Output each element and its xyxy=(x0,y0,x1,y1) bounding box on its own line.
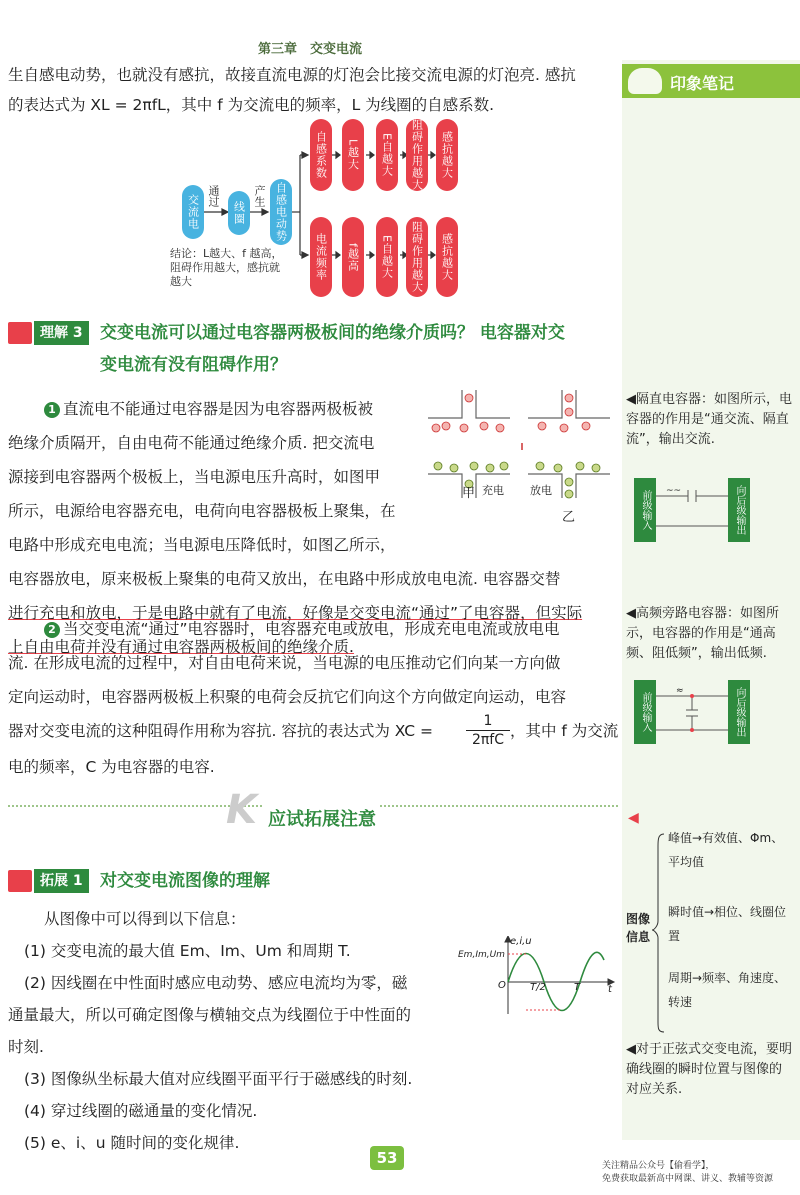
intro-line-2: 的表达式为 XL = 2πfL，其中 f 为交流电的频率，L 为线圈的自感系数. xyxy=(8,96,495,114)
ext-line-3: (2) 因线圈在中性面时感应电动势、感应电流均为零，磁 xyxy=(24,974,408,992)
p2-line-4: 器对交变电流的这种阻碍作用称为容抗. 容抗的表达式为 XC = xyxy=(8,722,434,740)
footer-promo xyxy=(602,1160,773,1186)
p1-number: 1 xyxy=(44,402,60,418)
intro-line-1: 生自感电动势，也就没有感抗，故接直流电源的灯泡会比接交流电源的灯泡亮. 感抗 xyxy=(8,66,576,84)
ext-line-7: (4) 穿过线圈的磁通量的变化情况. xyxy=(24,1102,258,1120)
flow-bottom-3: E自越大 xyxy=(376,217,398,297)
p2-line-1 xyxy=(44,612,620,646)
circuit-1-ac-label: ~~ xyxy=(666,486,682,496)
ext-line-5: 时刻. xyxy=(8,1038,44,1056)
flow-top-1: 自感系数 xyxy=(310,119,332,191)
sine-graph xyxy=(458,936,618,1016)
side-note-3: ◀对于正弦式交变电流，要明确线圈的瞬时位置与图像的对应关系. xyxy=(626,1042,792,1097)
section-title-line-1: 交变电流可以通过电容器两极板间的绝缘介质吗？ 电容器对交 xyxy=(100,323,565,343)
ext-line-8: (5) e、i、u 随时间的变化规律. xyxy=(24,1134,240,1152)
flow-top-3: E自越大 xyxy=(376,119,398,191)
ext-line-2: (1) 交变电流的最大值 Em、Im、Um 和周期 T. xyxy=(24,942,351,960)
graph-ylabel: e,i,u xyxy=(510,936,532,947)
circuit-2-left: 前级输入 xyxy=(634,680,656,744)
page-number: 53 xyxy=(370,1146,404,1170)
fraction-numerator: 1 xyxy=(466,712,510,731)
p1-line-2: 绝缘介质隔开，自由电荷不能通过绝缘介质. 把交流电 xyxy=(8,434,375,452)
flow-label-produce: 产生 xyxy=(253,185,266,207)
fig-label-charge: 充电 xyxy=(482,484,504,497)
graph-ymax: Em,Im,Um xyxy=(458,950,505,960)
flow-bottom-1: 电流频率 xyxy=(310,217,332,297)
circuit-2-hf-label: ≈ xyxy=(676,686,684,696)
section-marker-icon-2 xyxy=(8,870,32,892)
flow-conclusion: 结论：L越大、f 越高，阻碍作用越大，感抗就越大 xyxy=(170,247,283,288)
tree-branch-3: 周期→频率、角速度、转速 xyxy=(668,971,787,1009)
banner-k-letter: K xyxy=(226,787,257,833)
inductance-flow-diagram xyxy=(170,115,470,305)
chapter-header: 第三章 交变电流 xyxy=(257,42,362,57)
capacitive-reactance-fraction xyxy=(466,712,510,749)
sine-curve xyxy=(458,936,618,1016)
tree-branch-1: 峰值→有效值、Φm、平均值 xyxy=(668,831,784,869)
flow-bottom-2: f越高 xyxy=(342,217,364,297)
circuit-1-right: 向后级输出 xyxy=(728,478,750,542)
p1-line-7: 进行充电和放电，于是电路中就有了电流，好像是交变电流“通过”了电容器，但实际 xyxy=(8,604,583,622)
p2-line-1-text: 当交变电流“通过”电容器时，电容器充电或放电，形成充电电流或放电电 xyxy=(63,620,560,638)
circuit-1 xyxy=(632,478,752,544)
graph-origin: O xyxy=(498,980,506,991)
flow-start-ac: 交流电 xyxy=(182,185,204,239)
p1-line-1 xyxy=(44,392,424,426)
section-title-2: 对交变电流图像的理解 xyxy=(100,871,270,891)
fig-label-discharge: 放电 xyxy=(530,484,552,497)
image-info-tree xyxy=(624,826,796,1036)
p2-number: 2 xyxy=(44,622,60,638)
side-marker: ◀ xyxy=(628,810,639,826)
graph-xlabel: t xyxy=(608,984,612,995)
sidebar-title: 印象笔记 xyxy=(670,74,735,93)
footer-line-1: 关注精品公众号【偷看学】， xyxy=(602,1161,715,1171)
side-note-2: ◀高频旁路电容器：如图所示，电容器的作用是“通高频、阻低频”，输出低频. xyxy=(626,606,779,661)
flow-start-emf: 自感电动势 xyxy=(270,179,292,245)
p1-line-4: 所示，电源给电容器充电，电荷向电容器极板上聚集，在 xyxy=(8,502,396,520)
p1-line-6: 电容器放电，原来极板上聚集的电荷又放出，在电路中形成放电电流. 电容器交替 xyxy=(8,570,561,588)
flow-bottom-4: 阻碍作用越大 xyxy=(406,217,428,297)
fraction-denominator: 2πfC xyxy=(471,732,505,748)
flow-top-5: 感抗越大 xyxy=(436,119,458,191)
capacitor-drawing xyxy=(424,388,620,558)
p1-line-5: 电路中形成充电电流；当电源电压降低时，如图乙所示， xyxy=(8,536,396,554)
capacitor-figure xyxy=(424,388,620,558)
ext-line-4: 通量最大，所以可确定图像与横轴交点为线圈位于中性面的 xyxy=(8,1006,412,1024)
flow-bottom-5: 感抗越大 xyxy=(436,217,458,297)
fig-label-yi: 乙 xyxy=(562,510,576,525)
circuit-2 xyxy=(632,680,752,746)
flow-label-through: 通过 xyxy=(207,185,220,207)
circuit-2-right: 向后级输出 xyxy=(728,680,750,744)
p1-line-1-text: 直流电不能通过电容器是因为电容器两极板被 xyxy=(63,400,374,418)
ext-line-1: 从图像中可以得到以下信息： xyxy=(44,910,246,928)
p2-line-5: 电的频率，C 为电容器的电容. xyxy=(8,758,215,776)
p2-line-4-tail: ，其中 f 为交流 xyxy=(510,722,619,740)
flow-top-4: 阻碍作用越大 xyxy=(406,119,428,191)
circuit-1-left: 前级输入 xyxy=(634,478,656,542)
banner-title: 应试拓展注意 xyxy=(264,805,380,831)
section-tag-2: 拓展 1 xyxy=(34,869,89,893)
section-tag: 理解 3 xyxy=(34,321,89,345)
side-note-1: ◀隔直电容器：如图所示，电容器的作用是“通交流、隔直流”，输出交流. xyxy=(626,392,792,447)
footer-line-2: 免费获取最新高中网课、讲义、教辅等资源 xyxy=(602,1174,774,1184)
graph-t-half: T/2 xyxy=(530,982,546,993)
circuit-2-wires xyxy=(632,680,752,746)
p2-line-3: 定向运动时，电容器两极板上积聚的电荷会反抗它们向这个方向做定向运动，电容 xyxy=(8,688,567,706)
flow-start-coil: 线圈 xyxy=(228,191,250,235)
fig-label-jia: 甲 xyxy=(462,486,476,501)
circuit-1-wires xyxy=(632,478,752,544)
p2-line-2: 流. 在形成电流的过程中，对自由电荷来说，当电源的电压推动它们向某一方向做 xyxy=(8,654,561,672)
p1-line-3: 源接到电容器两个极板上，当电源电压升高时，如图甲 xyxy=(8,468,381,486)
ext-line-6: (3) 图像纵坐标最大值对应线圈平面平行于磁感线的时刻. xyxy=(24,1070,413,1088)
section-title-line-2: 变电流有没有阻碍作用？ xyxy=(100,355,287,375)
flow-top-2: L越大 xyxy=(342,119,364,191)
tree-branch-2: 瞬时值→相位、线圈位置 xyxy=(668,905,787,943)
graph-t-full: T xyxy=(574,982,581,993)
elephant-icon xyxy=(628,68,662,94)
tree-root: 图像信息 xyxy=(626,912,651,944)
section-marker-icon xyxy=(8,322,32,344)
p1-line-8: 上自由电荷并没有通过电容器两极板间的绝缘介质. xyxy=(8,638,354,656)
